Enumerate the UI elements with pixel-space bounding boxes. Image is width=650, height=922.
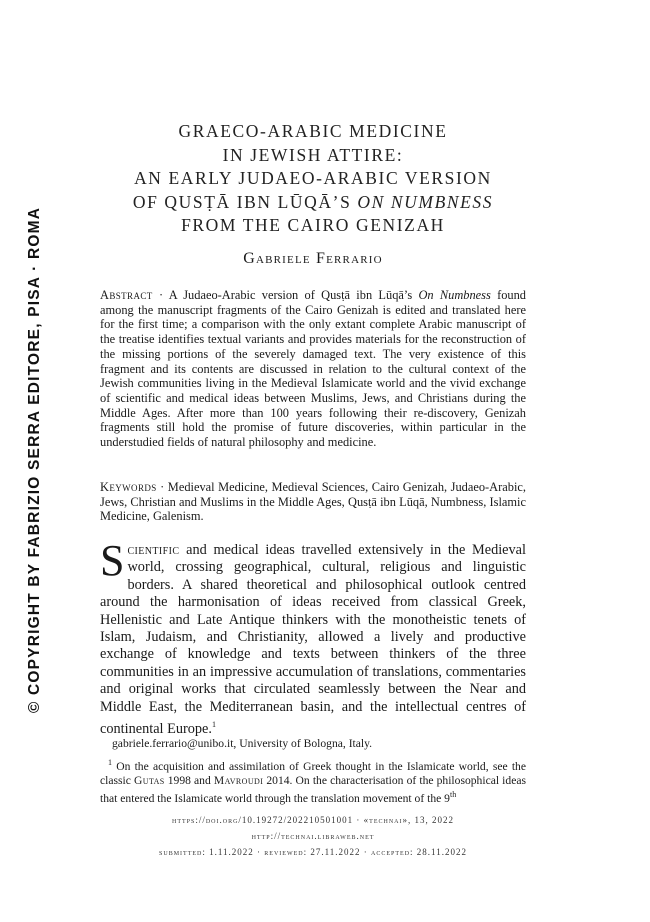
footnote-1-number: 1 xyxy=(108,758,112,768)
keywords-sep: · xyxy=(156,480,168,494)
title-line-4-italic: ON NUMBNESS xyxy=(357,191,494,212)
copyright-sidebar xyxy=(24,206,46,714)
keywords-label: Keywords xyxy=(100,480,157,494)
title-line-3: AN EARLY JUDAEO-ARABIC VERSION xyxy=(134,168,492,188)
keywords-text: Medieval Medicine, Medieval Sciences, Cairo Genizah, Judaeo-Arabic, Jews, Christian and Muslims in the Middle Ages, Qusṭā ibn Lūqā, Numbness, Islamic Medicine, Galenism. xyxy=(100,480,526,524)
footnote-1-mavroudi: Mavroudi xyxy=(213,774,264,788)
abstract-text-italic: On Numbness xyxy=(418,288,491,302)
title-line-5: FROM THE CAIRO GENIZAH xyxy=(181,215,445,235)
copyright-text: © COPYRIGHT BY FABRIZIO SERRA EDITORE, PISA · ROMA xyxy=(26,206,44,714)
footnote-1 xyxy=(100,756,526,806)
author-affiliation: gabriele.ferrario@unibo.it, University of Bologna, Italy. xyxy=(112,737,373,750)
abstract xyxy=(100,288,526,450)
body-lead: cientific xyxy=(127,542,180,558)
footnote-ref: 1 xyxy=(211,720,216,730)
author-name: Gabriele Ferrario xyxy=(243,250,383,267)
submission-dates: submitted: 1.11.2022 · reviewed: 27.11.2022 · accepted: 28.11.2022 xyxy=(159,847,467,857)
title-line-4 xyxy=(100,191,526,215)
footnote-1-gutas: Gutas xyxy=(134,774,165,788)
footnote-1-sup: th xyxy=(449,790,457,800)
body-paragraph xyxy=(100,536,526,738)
body-text: and medical ideas travelled extensively in the Medieval world, crossing geographical, cultural, religious and linguistic borders. A shared theoretical and philosophical outlook centred around the harmonisation of ideas received from classical Greek, Hellenistic and Late Antique thinkers with the monotheistic tenets of Islam, Judaism, and Christianity, allowed a lively and productive exchange of knowledge and texts between thinkers of the three communities in an impressive accumulation of translations, commentaries and original works that circulated seamlessly between the Near and Middle East, the Mediterranean basin, and the intellectual centres of continental Europe. xyxy=(100,542,526,737)
abstract-text-b: found among the manuscript fragments of the Cairo Genizah is edited and translated here for the first time; a comparison with the only extant complete Arabic manuscript of the treatise identifies textual variants and provides materials for the reconstruction of the missing portions of the severely damaged text. The very existence of this fragment and its contents are discussed in relation to the cultural context of the Jewish communities living in the Medieval Islamicate world and the vivid exchange of scientific and medical ideas between Muslims, Jews, and Christians during the Middle Ages. After more than 100 years following their re-discovery, Genizah fragments still hold the promise of future discoveries, within particular in the understudied fields of natural philosophy and medicine. xyxy=(100,288,527,450)
footnote-1-text-a: On the acquisition and assimilation of Greek thought in the Islamicate world, see the classic xyxy=(100,760,526,788)
abstract-label: Abstract xyxy=(100,288,153,302)
title-line-1: GRAECO-ARABIC MEDICINE xyxy=(178,121,448,141)
footnote-1-text-b: 1998 and xyxy=(164,774,214,788)
journal-url: http://technai.libraweb.net xyxy=(251,831,375,841)
page-footer xyxy=(100,812,526,860)
keywords xyxy=(100,480,526,524)
abstract-text-a: A Judaeo-Arabic version of Qusṭā ibn Lūqā’s xyxy=(168,288,419,302)
drop-cap: S xyxy=(100,536,125,585)
title-line-2: IN JEWISH ATTIRE: xyxy=(222,144,404,165)
footnotes xyxy=(100,737,526,807)
title-line-4-text: OF QUSṬĀ IBN LŪQĀ’S xyxy=(132,191,358,212)
abstract-sep: · xyxy=(152,288,169,302)
footnote-1-text-c: 2014. On the characterisation of the philosophical ideas that entered the Islamicate world through the translation movement of the 9 xyxy=(100,774,527,806)
doi-line: https://doi.org/10.19272/202210501001 · «technai», 13, 2022 xyxy=(172,815,454,825)
article-title xyxy=(100,120,526,238)
